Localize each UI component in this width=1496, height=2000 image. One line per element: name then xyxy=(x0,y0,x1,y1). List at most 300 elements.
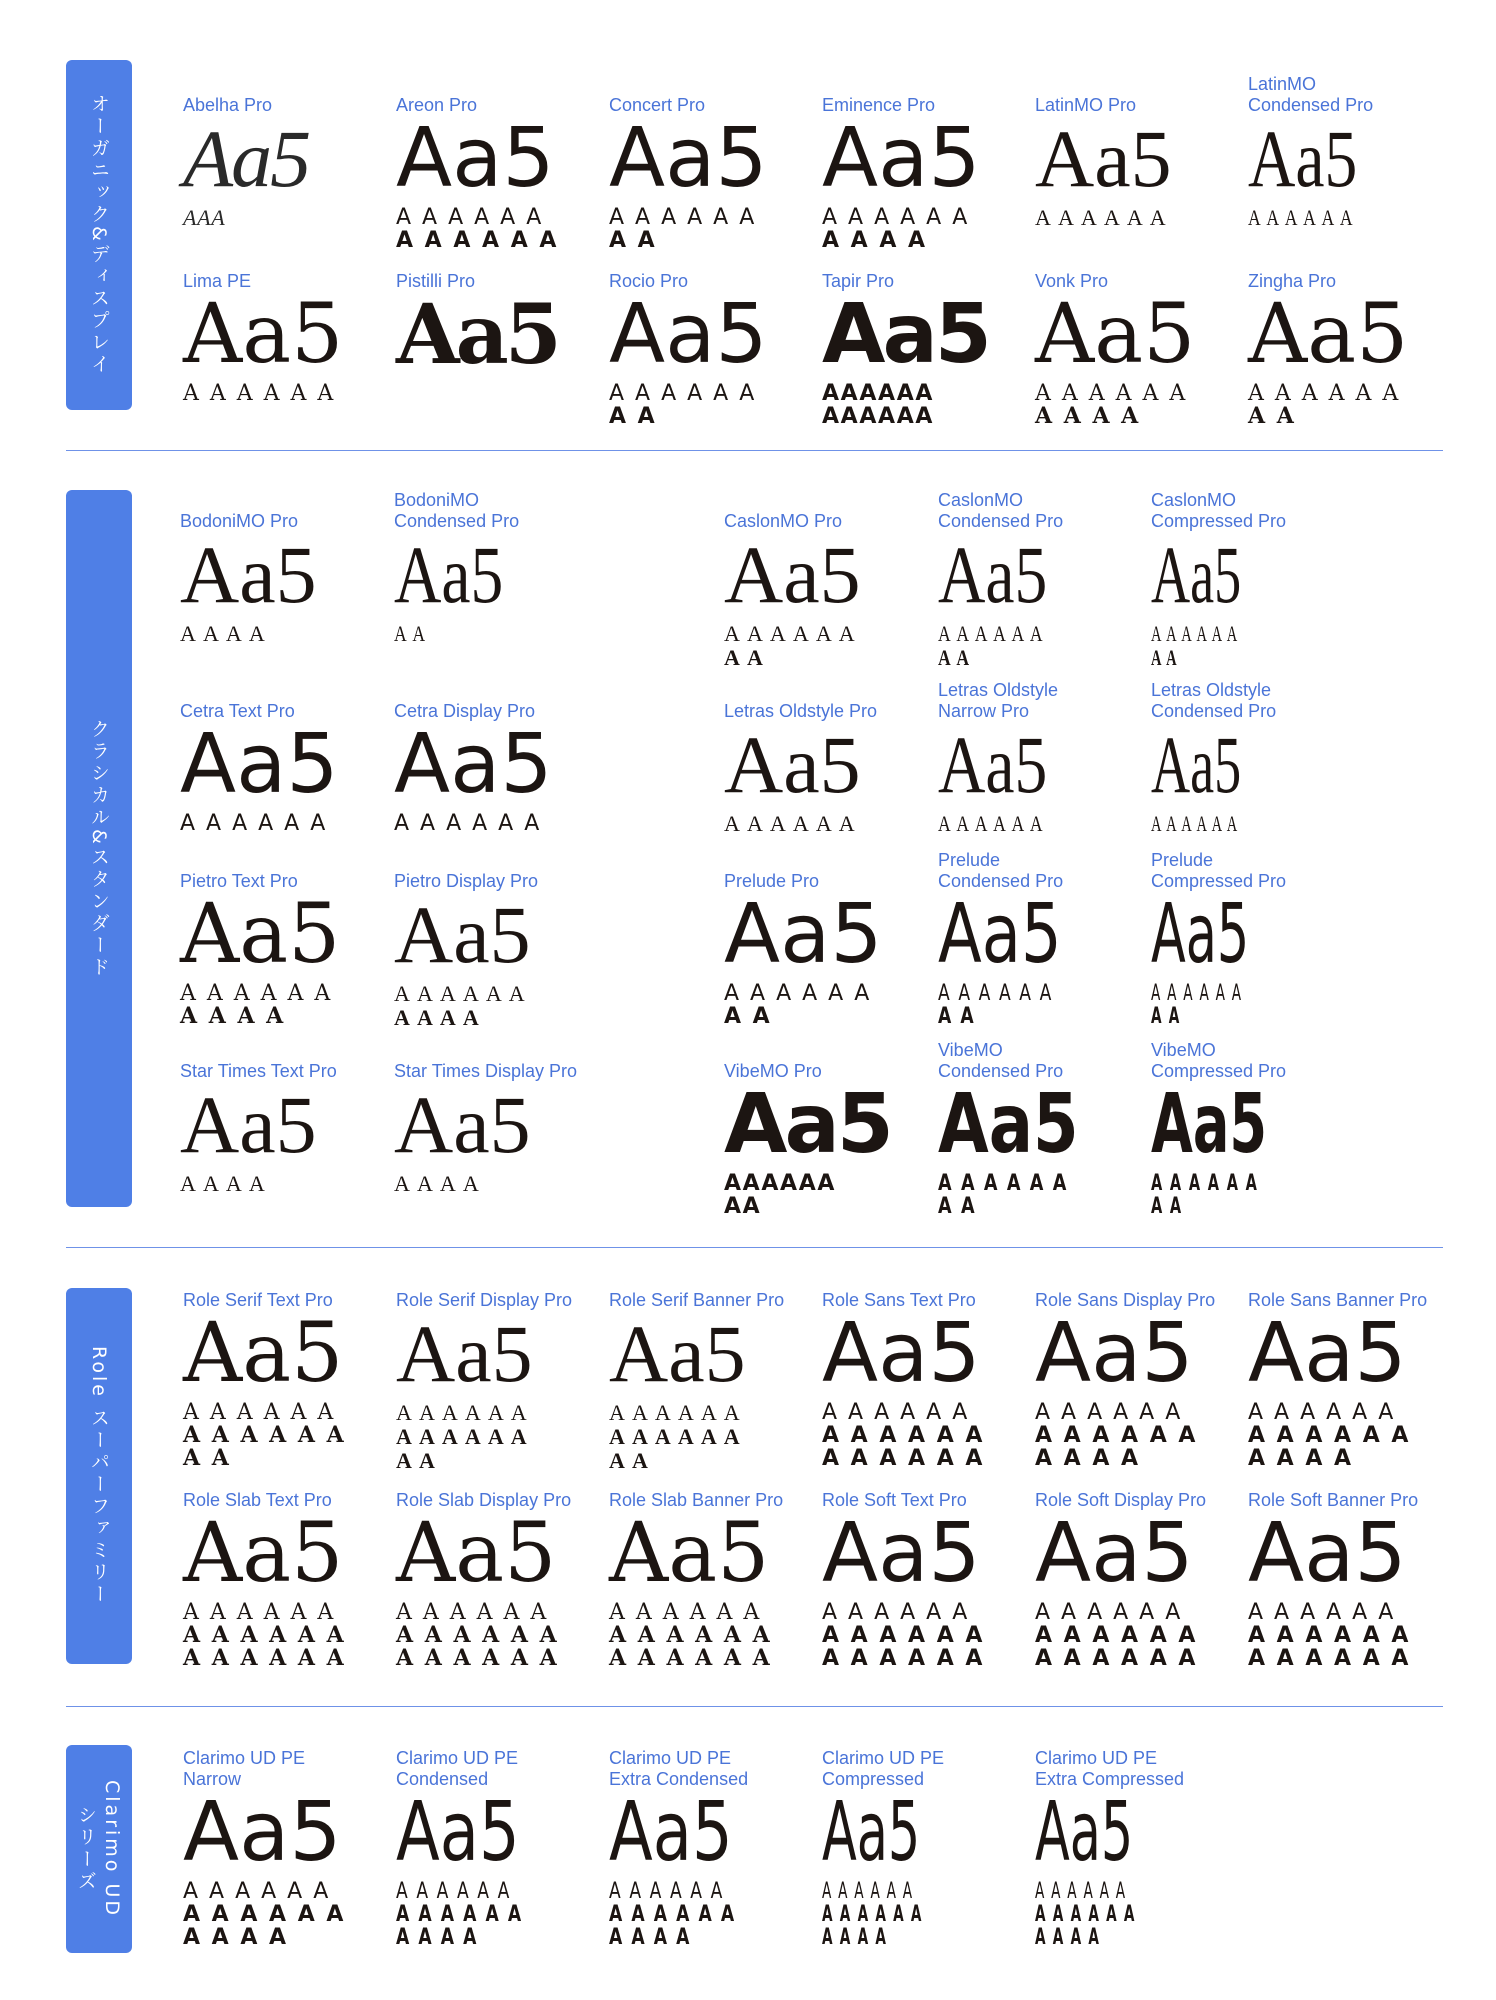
font-specimen xyxy=(724,871,883,1028)
glyph-sample: Aa5 xyxy=(183,1506,344,1601)
font-specimen xyxy=(1035,95,1172,230)
weight-samples xyxy=(180,1172,337,1196)
weight-samples xyxy=(724,1172,891,1218)
glyph-sample: Aa5 xyxy=(1151,719,1242,810)
font-specimen xyxy=(396,1490,571,1670)
glyph-sample: Aa5 xyxy=(396,1785,520,1880)
weight-sample-row: A A A A A A xyxy=(396,1902,523,1927)
font-specimen xyxy=(396,271,558,383)
weight-sample-row: A A A A A A xyxy=(1248,205,1355,230)
weight-samples xyxy=(394,622,531,646)
glyph-sample: Aa5 xyxy=(1035,1306,1194,1401)
glyph-sample: Aa5 xyxy=(938,719,1048,810)
weight-sample-row: A A A A xyxy=(396,1925,478,1950)
glyph-sample: Aa5 xyxy=(609,111,768,206)
glyph-sample: Aa5 xyxy=(609,1506,770,1601)
weight-sample-row: A A xyxy=(724,645,765,670)
weight-samples xyxy=(180,622,317,646)
weight-sample-row: A A A A A A xyxy=(822,1902,923,1927)
font-name: Lima PE xyxy=(183,271,252,291)
weight-sample-row: A A A A A A xyxy=(938,981,1053,1006)
font-name: Letras Oldstyle Narrow Pro xyxy=(938,680,1059,721)
weight-sample-row: A A A A A A xyxy=(1151,811,1239,836)
font-specimen xyxy=(396,1748,558,1949)
weight-samples xyxy=(724,622,861,670)
weight-sample-row: A A A A A A xyxy=(1248,1600,1396,1625)
font-name: Tapir Pro xyxy=(822,271,895,291)
weight-samples xyxy=(183,382,343,405)
font-name: LatinMO Condensed Pro xyxy=(1248,74,1374,115)
weight-samples xyxy=(1035,206,1172,230)
font-specimen xyxy=(609,1748,771,1949)
weight-sample-row: A A A A A A xyxy=(396,1879,511,1904)
font-specimen xyxy=(938,490,1075,670)
glyph-sample: Aa5 xyxy=(183,287,344,382)
weight-sample-row: A A A A xyxy=(822,228,928,253)
weight-sample-row: A A A A A A xyxy=(938,621,1045,646)
weight-sample-row: A A A A A A xyxy=(724,811,857,836)
weight-sample-row: A A A A A A xyxy=(183,1879,331,1904)
weight-sample-row: A A A A xyxy=(180,1003,286,1029)
weight-sample-row: A A A A A A xyxy=(183,1600,336,1625)
weight-samples xyxy=(183,1880,345,1949)
weight-sample-row: A A A A A A xyxy=(396,1645,559,1671)
weight-sample-row: A A A A A A xyxy=(822,1600,970,1625)
glyph-sample: Aa5 xyxy=(1248,1506,1407,1601)
section-divider xyxy=(66,450,1443,451)
weight-samples xyxy=(1035,1401,1215,1470)
weight-samples xyxy=(609,206,768,252)
weight-sample-row: A A A A A A xyxy=(396,1424,529,1449)
glyph-sample: Aa5 xyxy=(180,717,339,812)
glyph-sample: Aa5 xyxy=(724,719,861,810)
glyph-sample: Aa5 xyxy=(396,1308,533,1399)
weight-samples xyxy=(180,812,339,835)
font-name: VibeMO Condensed Pro xyxy=(938,1040,1064,1081)
weight-samples xyxy=(183,1601,346,1670)
weight-sample-row: A A A A A A xyxy=(938,1171,1068,1196)
weight-sample-row: A A xyxy=(938,1194,977,1219)
weight-samples xyxy=(1035,382,1195,428)
weight-samples xyxy=(938,982,1097,1028)
font-name: Pistilli Pro xyxy=(396,271,476,291)
font-specimen xyxy=(394,871,538,1030)
font-name: Role Serif Banner Pro xyxy=(609,1290,785,1310)
weight-sample-row: A A A A A A xyxy=(1035,1423,1198,1448)
weight-samples xyxy=(822,206,981,252)
glyph-sample: Aa5 xyxy=(1151,529,1242,620)
weight-sample-row: A A A A A A xyxy=(1248,1623,1411,1648)
font-specimen xyxy=(724,701,877,836)
font-specimen xyxy=(1035,1748,1197,1949)
weight-sample-row: A A A xyxy=(183,205,223,230)
weight-samples xyxy=(822,382,989,428)
weight-sample-row: A A A A A A xyxy=(609,1902,736,1927)
font-specimen xyxy=(183,1490,346,1670)
font-specimen xyxy=(183,1748,345,1949)
weight-samples xyxy=(609,1401,784,1473)
weight-sample-row: A A A A A A xyxy=(609,1400,742,1425)
font-specimen xyxy=(724,1061,891,1218)
glyph-sample: Aa5 xyxy=(1151,887,1250,982)
weight-sample-row: A A A A A A xyxy=(1035,1646,1198,1671)
font-name: CaslonMO Compressed Pro xyxy=(1151,490,1287,531)
weight-sample-row: A A A A A A xyxy=(609,205,757,230)
weight-sample-row: A A xyxy=(1151,1004,1181,1029)
font-name: VibeMO Compressed Pro xyxy=(1151,1040,1287,1081)
weight-sample-row: A A A A A A xyxy=(822,1623,985,1648)
font-specimen xyxy=(1248,1490,1418,1670)
weight-sample-row: A A A A A A xyxy=(1035,1623,1198,1648)
weight-samples xyxy=(1035,1601,1206,1670)
section-divider xyxy=(66,1247,1443,1248)
weight-sample-row: A A A A A A xyxy=(609,1424,742,1449)
section-label: オーガニック&ディスプレイ xyxy=(88,94,110,376)
glyph-sample: Aa5 xyxy=(394,717,553,812)
weight-sample-row: A A A A A A xyxy=(1248,381,1401,406)
weight-sample-row: A A A A A A xyxy=(822,404,930,429)
weight-sample-row: A A xyxy=(394,621,427,646)
glyph-sample: Aa5 xyxy=(938,887,1062,982)
weight-sample-row: A A A A A A xyxy=(1248,1646,1411,1671)
font-name: Prelude Compressed Pro xyxy=(1151,850,1287,891)
weight-sample-row: A A A A A A xyxy=(183,1622,346,1648)
weight-sample-row: A A A A A A xyxy=(396,205,544,230)
glyph-sample: Aa5 xyxy=(822,287,989,382)
font-specimen xyxy=(180,1061,337,1196)
font-specimen xyxy=(183,271,343,405)
glyph-sample: Aa5 xyxy=(1035,287,1196,382)
weight-sample-row: A A xyxy=(724,1004,772,1029)
weight-samples xyxy=(1151,982,1310,1028)
weight-sample-row: A A A A A A xyxy=(822,1446,985,1471)
weight-samples xyxy=(1151,1172,1327,1218)
font-specimen xyxy=(609,1490,783,1670)
weight-sample-row: A A A A A A xyxy=(822,1646,985,1671)
font-specimen xyxy=(609,1290,784,1473)
weight-sample-row: A A A A A A xyxy=(1151,1171,1259,1196)
font-specimen xyxy=(609,271,768,428)
font-name: Prelude Condensed Pro xyxy=(938,850,1064,891)
font-name: Cetra Text Pro xyxy=(180,701,295,721)
section-band-classical xyxy=(66,490,132,1207)
glyph-sample: Aa5 xyxy=(609,287,768,382)
glyph-sample: Aa5 xyxy=(1035,1785,1134,1880)
weight-sample-row: A A A A A A xyxy=(183,381,336,406)
weight-sample-row: A A A A A A xyxy=(609,1622,772,1648)
font-name: Zingha Pro xyxy=(1248,271,1337,291)
glyph-sample: Aa5 xyxy=(396,111,555,206)
glyph-sample: Aa5 xyxy=(609,1785,733,1880)
font-specimen xyxy=(180,511,317,646)
weight-sample-row: A A A A A A xyxy=(938,811,1045,836)
weight-sample-row: A A A A A A xyxy=(396,1622,559,1648)
weight-samples xyxy=(938,622,1075,670)
section-label: Clarimo UD シリーズ xyxy=(75,1780,123,1918)
weight-sample-row: A A xyxy=(396,1448,437,1473)
weight-sample-row: A A A A A A xyxy=(822,1400,970,1425)
font-name: Areon Pro xyxy=(396,95,478,115)
glyph-sample: Aa5 xyxy=(724,887,883,982)
font-name: Clarimo UD PE Compressed xyxy=(822,1748,945,1789)
weight-samples xyxy=(396,1401,572,1473)
weight-sample-row: A A A A A A xyxy=(609,1879,724,1904)
weight-sample-row: A A A A xyxy=(822,1925,888,1950)
weight-sample-row: A A A A A A xyxy=(724,1171,832,1196)
weight-samples xyxy=(724,812,877,836)
weight-samples xyxy=(822,1601,984,1670)
section-label: Role スーパーファミリー xyxy=(88,1346,110,1606)
weight-sample-row: A A A A A A xyxy=(1248,1400,1396,1425)
font-specimen xyxy=(724,511,861,670)
font-name: CaslonMO Condensed Pro xyxy=(938,490,1064,531)
weight-sample-row: A A A A xyxy=(1035,1446,1141,1471)
font-name: Prelude Pro xyxy=(724,871,820,891)
weight-samples xyxy=(1248,206,1385,230)
weight-samples xyxy=(180,982,340,1028)
font-name: Role Sans Display Pro xyxy=(1035,1290,1216,1310)
font-specimen xyxy=(1151,680,1288,836)
weight-sample-row: A A xyxy=(1151,645,1178,670)
weight-sample-row: A A A A A A xyxy=(396,1400,529,1425)
font-name: VibeMO Pro xyxy=(724,1061,822,1081)
font-specimen xyxy=(394,701,553,835)
weight-samples xyxy=(1035,1880,1197,1949)
weight-sample-row: A A A A A A xyxy=(183,1422,346,1448)
weight-samples xyxy=(183,206,309,230)
weight-samples xyxy=(396,1601,571,1670)
glyph-sample: Aa5 xyxy=(724,529,861,620)
font-specimen xyxy=(1248,74,1385,230)
font-specimen xyxy=(822,95,981,252)
font-specimen xyxy=(1151,490,1288,670)
font-specimen xyxy=(822,271,989,428)
weight-sample-row: A A A A xyxy=(183,1925,289,1950)
font-name: Clarimo UD PE Condensed xyxy=(396,1748,519,1789)
glyph-sample: Aa5 xyxy=(822,111,981,206)
font-name: BodoniMO Pro xyxy=(180,511,299,531)
section-band-role xyxy=(66,1288,132,1664)
weight-samples xyxy=(609,1601,783,1670)
glyph-sample: Aa5 xyxy=(1248,1306,1407,1401)
weight-sample-row: A A A A A A xyxy=(724,621,857,646)
weight-sample-row: A A A A A A xyxy=(1035,1879,1127,1904)
font-specimen xyxy=(396,1290,572,1473)
weight-samples xyxy=(724,982,883,1028)
weight-sample-row: A A A A A A xyxy=(1035,381,1188,406)
weight-sample-row: A A A A A A xyxy=(180,811,328,836)
font-name: Clarimo UD PE Extra Condensed xyxy=(609,1748,749,1789)
weight-samples xyxy=(394,812,553,835)
weight-sample-row: A A A A A A xyxy=(396,1600,549,1625)
weight-sample-row: A A A A xyxy=(394,1005,481,1030)
weight-sample-row: A A A A A A xyxy=(180,981,333,1006)
weight-samples xyxy=(396,206,558,252)
weight-sample-row: A A xyxy=(724,1194,757,1219)
weight-sample-row: A A A A A A xyxy=(822,1879,914,1904)
font-specimen xyxy=(609,95,768,252)
weight-sample-row: A A A A xyxy=(394,1171,481,1196)
glyph-sample: Aa5 xyxy=(394,1079,531,1170)
font-specimen xyxy=(183,1290,346,1470)
section-label: クラシカル&スタンダード xyxy=(88,718,110,979)
font-name: Role Serif Text Pro xyxy=(183,1290,333,1310)
glyph-sample: Aa5 xyxy=(394,889,531,980)
weight-sample-row: A A A A A A xyxy=(609,1600,762,1625)
weight-sample-row: A A xyxy=(183,1445,231,1471)
weight-samples xyxy=(822,1401,984,1470)
weight-sample-row: A A A A A A xyxy=(1035,1400,1183,1425)
font-name: Abelha Pro xyxy=(183,95,273,115)
weight-sample-row: A A xyxy=(609,1448,650,1473)
font-name: Pietro Text Pro xyxy=(180,871,298,891)
font-specimen xyxy=(180,701,339,835)
weight-samples xyxy=(394,982,538,1030)
font-name: BodoniMO Condensed Pro xyxy=(394,490,520,531)
font-name: Eminence Pro xyxy=(822,95,936,115)
weight-sample-row: A A A A A A xyxy=(822,205,970,230)
font-name: Role Soft Display Pro xyxy=(1035,1490,1207,1510)
glyph-sample: Aa5 xyxy=(938,1077,1079,1172)
weight-sample-row: A A A A A A xyxy=(1035,205,1168,230)
weight-sample-row: A A xyxy=(609,228,657,253)
font-name: Role Serif Display Pro xyxy=(396,1290,573,1310)
font-name: Role Sans Banner Pro xyxy=(1248,1290,1428,1310)
font-name: Cetra Display Pro xyxy=(394,701,536,721)
glyph-sample: Aa5 xyxy=(724,1077,891,1172)
section-band-organic xyxy=(66,60,132,410)
font-specimen xyxy=(1248,271,1408,428)
glyph-sample: Aa5 xyxy=(1248,113,1358,204)
weight-sample-row: A A A A xyxy=(180,1171,267,1196)
glyph-sample: Aa5 xyxy=(180,1079,317,1170)
weight-sample-row: A A A A xyxy=(1035,403,1141,429)
glyph-sample: Aa5 xyxy=(183,1785,342,1880)
font-name: Role Slab Text Pro xyxy=(183,1490,332,1510)
font-specimen xyxy=(1248,1290,1427,1470)
glyph-sample: Aa5 xyxy=(609,1308,746,1399)
glyph-sample: Aa5 xyxy=(394,529,504,620)
section-band-clarimo xyxy=(66,1745,132,1953)
weight-samples xyxy=(1151,812,1288,836)
glyph-sample: Aa5 xyxy=(1151,1077,1268,1172)
font-name: Rocio Pro xyxy=(609,271,689,291)
weight-sample-row: A A xyxy=(609,404,657,429)
weight-sample-row: A A A A A A xyxy=(1035,1600,1183,1625)
weight-samples xyxy=(1151,622,1288,670)
glyph-sample: Aa5 xyxy=(822,1785,921,1880)
weight-samples xyxy=(396,1880,558,1949)
font-name: Star Times Text Pro xyxy=(180,1061,337,1081)
glyph-sample: Aa5 xyxy=(180,887,341,982)
weight-sample-row: A A A A A A xyxy=(724,981,872,1006)
glyph-sample: Aa5 xyxy=(822,1506,981,1601)
weight-sample-row: A A A A xyxy=(180,621,267,646)
glyph-sample: Aa5 xyxy=(938,529,1048,620)
weight-samples xyxy=(938,1172,1114,1218)
weight-sample-row: A A A A A A xyxy=(394,981,527,1006)
weight-sample-row: A A A A xyxy=(1035,1925,1101,1950)
font-name: Concert Pro xyxy=(609,95,706,115)
weight-sample-row: A A A A xyxy=(1248,1446,1354,1471)
weight-sample-row: A A xyxy=(938,1004,976,1029)
font-specimen xyxy=(1035,271,1195,428)
font-name: Role Slab Banner Pro xyxy=(609,1490,784,1510)
font-name: Pietro Display Pro xyxy=(394,871,539,891)
weight-sample-row: A A A A A A xyxy=(822,1423,985,1448)
font-specimen xyxy=(822,1290,984,1470)
font-specimen xyxy=(180,871,340,1028)
weight-sample-row: A A A A A A xyxy=(1035,1902,1136,1927)
glyph-sample: Aa5 xyxy=(396,1506,557,1601)
font-name: Clarimo UD PE Extra Compressed xyxy=(1035,1748,1185,1789)
font-name: LatinMO Pro xyxy=(1035,95,1137,115)
weight-sample-row: A A A A A A xyxy=(394,811,542,836)
font-specimen xyxy=(394,1061,577,1196)
glyph-sample: Aa5 xyxy=(1035,113,1172,204)
weight-sample-row: A A A A A A xyxy=(183,1645,346,1671)
font-name: Clarimo UD PE Narrow xyxy=(183,1748,306,1789)
font-specimen xyxy=(1035,1290,1215,1470)
font-specimen xyxy=(938,680,1075,836)
font-name: Role Slab Display Pro xyxy=(396,1490,572,1510)
weight-samples xyxy=(1248,382,1408,428)
weight-sample-row: A A A A A A xyxy=(822,381,930,406)
weight-sample-row: A A A A A A xyxy=(1248,1423,1411,1448)
weight-sample-row: A A A A A A xyxy=(183,1400,336,1425)
font-name: Letras Oldstyle Pro xyxy=(724,701,878,721)
glyph-sample: Aa5 xyxy=(396,287,558,383)
weight-samples xyxy=(822,1880,984,1949)
section-divider xyxy=(66,1706,1443,1707)
weight-sample-row: A A A A A A xyxy=(1151,981,1243,1006)
weight-samples xyxy=(609,1880,771,1949)
font-specimen xyxy=(394,490,531,646)
glyph-sample: Aa5 xyxy=(822,1306,981,1401)
weight-sample-row: A A A A A A xyxy=(396,228,559,253)
weight-sample-row: A A xyxy=(1248,403,1296,429)
weight-samples xyxy=(183,1401,346,1470)
font-specimen xyxy=(938,1040,1114,1218)
font-name: Letras Oldstyle Condensed Pro xyxy=(1151,680,1277,721)
weight-samples xyxy=(1248,1601,1418,1670)
glyph-sample: Aa5 xyxy=(180,529,317,620)
font-name: CaslonMO Pro xyxy=(724,511,843,531)
font-specimen xyxy=(1151,1040,1327,1218)
weight-sample-row: A A A A xyxy=(609,1925,691,1950)
weight-samples xyxy=(394,1172,577,1196)
weight-sample-row: A A A A A A xyxy=(1151,621,1239,646)
font-specimen xyxy=(396,95,558,252)
font-specimen xyxy=(822,1490,984,1670)
font-specimen xyxy=(1035,1490,1206,1670)
glyph-sample: Aa5 xyxy=(183,113,310,204)
weight-samples xyxy=(1248,1401,1427,1470)
font-specimen xyxy=(822,1748,984,1949)
glyph-sample: Aa5 xyxy=(183,1306,344,1401)
font-name: Vonk Pro xyxy=(1035,271,1109,291)
font-name: Role Sans Text Pro xyxy=(822,1290,976,1310)
weight-sample-row: A A xyxy=(938,645,971,670)
weight-sample-row: A A xyxy=(1151,1194,1183,1219)
font-name: Role Soft Text Pro xyxy=(822,1490,967,1510)
font-name: Star Times Display Pro xyxy=(394,1061,578,1081)
font-specimen xyxy=(183,95,309,230)
weight-samples xyxy=(938,812,1075,836)
font-specimen xyxy=(1151,850,1310,1028)
weight-sample-row: A A A A A A xyxy=(183,1902,346,1927)
weight-samples xyxy=(609,382,768,428)
